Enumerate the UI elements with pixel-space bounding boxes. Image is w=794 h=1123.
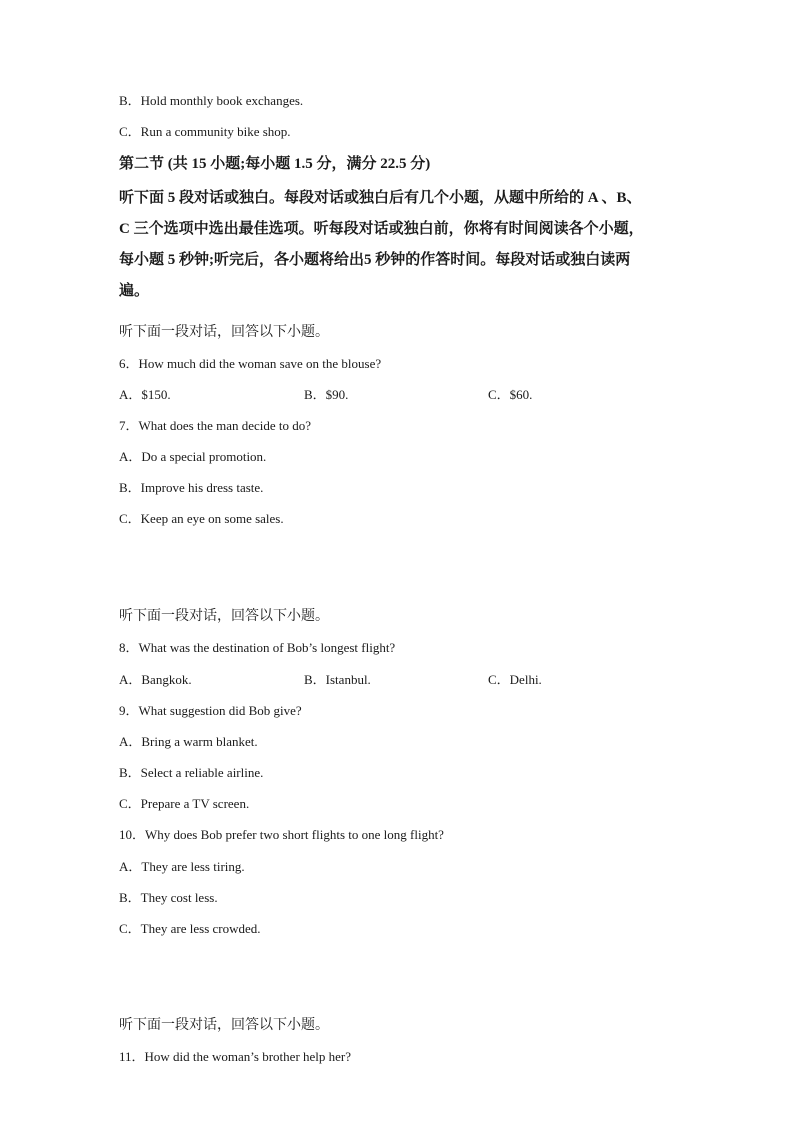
q10-stem: 10．Why does Bob prefer two short flights to one long flight? [119,827,444,842]
q8-option-c: C．Delhi. [488,672,542,687]
q11-stem: 11．How did the woman’s brother help her? [119,1049,352,1064]
option-b: B．Hold monthly book exchanges. [119,93,304,108]
instructions-line-4: 遍。 [119,283,150,299]
q10-option-b: B．They cost less. [119,890,218,905]
q7-stem: 7．What does the man decide to do? [119,418,312,433]
q7-option-b: B．Improve his dress taste. [119,480,264,495]
q8-option-a: A．Bangkok. [119,672,192,687]
instructions-line-3: 每小题 5 秒钟;听完后，各小题将给出5 秒钟的作答时间。每段对话或独白读两 [119,252,631,268]
q6-option-a: A．$150. [119,387,171,402]
section-heading: 第二节 (共 15 小题;每小题 1.5 分，满分 22.5 分) [119,156,431,172]
group1-intro: 听下面一段对话，回答以下小题。 [119,325,329,340]
q9-option-c: C．Prepare a TV screen. [119,796,250,811]
q6-stem: 6．How much did the woman save on the blouse? [119,356,382,371]
option-c: C．Run a community bike shop. [119,124,291,139]
q6-option-c: C．$60. [488,387,533,402]
q7-option-c: C．Keep an eye on some sales. [119,511,284,526]
group2-intro: 听下面一段对话，回答以下小题。 [119,609,329,624]
q10-option-c: C．They are less crowded. [119,921,261,936]
q6-option-b: B．$90. [304,387,349,402]
group3-intro: 听下面一段对话，回答以下小题。 [119,1018,329,1033]
q7-option-a: A．Do a special promotion. [119,449,267,464]
instructions-line-1: 听下面 5 段对话或独白。每段对话或独白后有几个小题，从题中所给的 A 、B、 [119,190,642,206]
q8-option-b: B．Istanbul. [304,672,371,687]
q9-option-a: A．Bring a warm blanket. [119,734,258,749]
instructions-line-2: C 三个选项中选出最佳选项。听每段对话或独白前，你将有时间阅读各个小题， [119,221,644,237]
q9-stem: 9．What suggestion did Bob give? [119,703,302,718]
q9-option-b: B．Select a reliable airline. [119,765,264,780]
q8-stem: 8．What was the destination of Bob’s longest flight? [119,640,396,655]
q10-option-a: A．They are less tiring. [119,859,245,874]
